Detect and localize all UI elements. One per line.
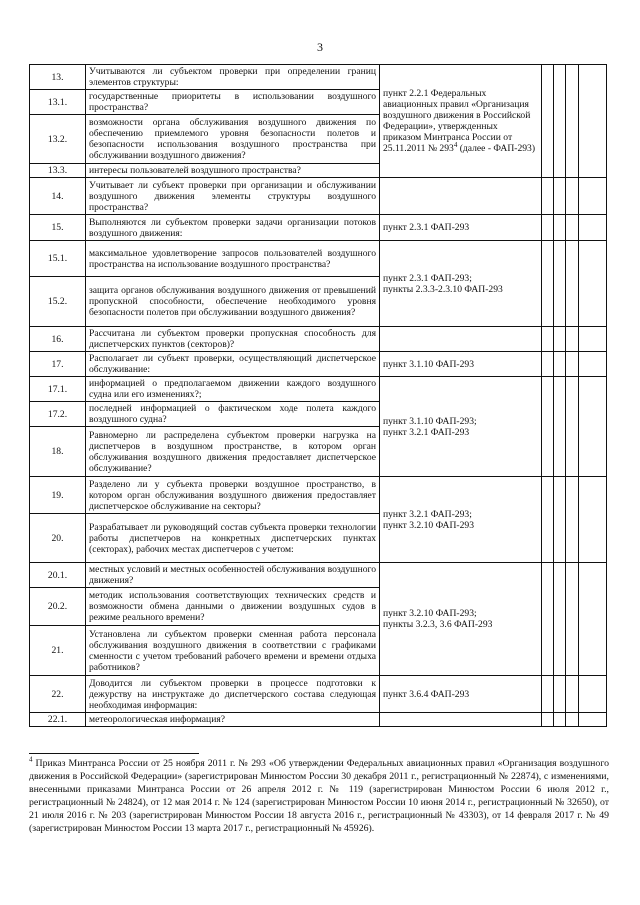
note-cell[interactable] xyxy=(579,241,607,327)
checklist-table xyxy=(29,64,607,727)
question-text: Установлена ли субъектом проверки сменная работа персонала обслуживания воздушного движения в соответствии с графиками сменности с учетом требований рабочего времени и времени отдыха работников? xyxy=(86,626,380,676)
footnote-divider xyxy=(29,753,199,754)
row-number: 20. xyxy=(30,514,86,563)
answer-na-cell[interactable] xyxy=(566,563,579,676)
table-row xyxy=(30,65,607,90)
question-text: Учитывает ли субъект проверки при организации и обслуживании воздушного движения элементы структуры воздушного пространства? xyxy=(86,178,380,215)
row-number: 18. xyxy=(30,427,86,477)
row-number: 15.1. xyxy=(30,241,86,277)
answer-no-cell[interactable] xyxy=(554,65,566,178)
question-text: Разрабатывает ли руководящий состав субъекта проверки технологии работы диспетчеров на конкретных диспетчерских пунктах (секторах), рабочих местах диспетчеров с учетом: xyxy=(86,514,380,563)
row-number: 22. xyxy=(30,676,86,713)
answer-yes-cell[interactable] xyxy=(542,676,554,713)
question-text: максимальное удовлетворение запросов пользователей воздушного пространства на использование воздушного пространства? xyxy=(86,241,380,277)
question-text: последней информацией о фактическом ходе полета каждого воздушного судна? xyxy=(86,402,380,427)
question-text: метеорологическая информация? xyxy=(86,713,380,727)
answer-yes-cell[interactable] xyxy=(542,65,554,178)
table-row xyxy=(30,178,607,215)
question-text: Располагает ли субъект проверки, осуществляющий диспетчерское обслуживание: xyxy=(86,352,380,377)
table-row xyxy=(30,241,607,277)
row-number: 15. xyxy=(30,215,86,241)
answer-yes-cell[interactable] xyxy=(542,215,554,241)
note-cell[interactable] xyxy=(579,178,607,215)
table-row xyxy=(30,713,607,727)
answer-na-cell[interactable] xyxy=(566,178,579,215)
requirement-reference: пункт 2.3.1 ФАП-293 xyxy=(380,215,542,241)
requirement-reference: пункт 3.6.4 ФАП-293 xyxy=(380,676,542,713)
table-row xyxy=(30,477,607,514)
answer-no-cell[interactable] xyxy=(554,477,566,563)
table-row xyxy=(30,676,607,713)
requirement-reference: пункт 3.2.1 ФАП-293; пункт 3.2.10 ФАП-293 xyxy=(380,477,542,563)
table-row xyxy=(30,377,607,402)
note-cell[interactable] xyxy=(579,352,607,377)
question-text: Выполняются ли субъектом проверки задачи организации потоков воздушного движения: xyxy=(86,215,380,241)
note-cell[interactable] xyxy=(579,215,607,241)
answer-no-cell[interactable] xyxy=(554,352,566,377)
question-text: Рассчитана ли субъектом проверки пропускная способность для диспетчерских пунктов (секторов)? xyxy=(86,327,380,352)
answer-yes-cell[interactable] xyxy=(542,477,554,563)
answer-no-cell[interactable] xyxy=(554,377,566,477)
row-number: 13.2. xyxy=(30,115,86,164)
question-text: информацией о предполагаемом движении каждого воздушного судна или его изменениях?; xyxy=(86,377,380,402)
row-number: 22.1. xyxy=(30,713,86,727)
answer-yes-cell[interactable] xyxy=(542,241,554,327)
question-text: государственные приоритеты в использовании воздушного пространства? xyxy=(86,90,380,115)
requirement-reference xyxy=(380,327,542,352)
row-number: 16. xyxy=(30,327,86,352)
row-number: 13.3. xyxy=(30,164,86,178)
question-text: методик использования соответствующих технических средств и возможности обмена данными о движении воздушных судов в режиме реального времени? xyxy=(86,588,380,626)
answer-yes-cell[interactable] xyxy=(542,377,554,477)
note-cell[interactable] xyxy=(579,65,607,178)
row-number: 20.2. xyxy=(30,588,86,626)
answer-no-cell[interactable] xyxy=(554,215,566,241)
answer-no-cell[interactable] xyxy=(554,563,566,676)
row-number: 17. xyxy=(30,352,86,377)
answer-yes-cell[interactable] xyxy=(542,327,554,352)
answer-na-cell[interactable] xyxy=(566,215,579,241)
answer-no-cell[interactable] xyxy=(554,178,566,215)
answer-na-cell[interactable] xyxy=(566,713,579,727)
footnote-text: Приказ Минтранса России от 25 ноября 2011 г. № 293 «Об утверждении Федеральных авиационных правил «Организация воздушного движения в Российской Федерации» (зарегистрирован Минюстом России 30 декабря 2011 г., регистрационный № 22874), с изменениями, внесенными приказами Минтранса России от 26 апреля 2012 г. № 119 (зарегистрирован Минюстом России 6 июля 2012 г., регистрационный № 24824), от 12 мая 2014 г. № 124 (зарегистрирован Минюстом России 10 июня 2014 г., регистрационный № 32650), от 21 июля 2016 г. № 203 (зарегистрирован Минюстом России 18 августа 2016 г., регистрационный № 43303), от 14 февраля 2017 г. № 49 (зарегистрирован Минюстом России 13 марта 2017 г., регистрационный № 45926). xyxy=(29,758,609,834)
note-cell[interactable] xyxy=(579,676,607,713)
table-row xyxy=(30,215,607,241)
row-number: 19. xyxy=(30,477,86,514)
answer-no-cell[interactable] xyxy=(554,676,566,713)
footnote-number: 4 xyxy=(29,755,33,764)
answer-na-cell[interactable] xyxy=(566,327,579,352)
table-row xyxy=(30,327,607,352)
note-cell[interactable] xyxy=(579,327,607,352)
note-cell[interactable] xyxy=(579,713,607,727)
requirement-reference: пункт 3.2.10 ФАП-293; пункты 3.2.3, 3.6 ФАП-293 xyxy=(380,563,542,676)
question-text: Равномерно ли распределена субъектом проверки нагрузка на диспетчеров в воздушном пространстве, в котором орган обслуживания воздушного движения предоставляет диспетчерское обслуживание? xyxy=(86,427,380,477)
requirement-reference: пункт 3.1.10 ФАП-293; пункт 3.2.1 ФАП-293 xyxy=(380,377,542,477)
answer-na-cell[interactable] xyxy=(566,241,579,327)
question-text: Учитываются ли субъектом проверки при определении границ элементов структуры: xyxy=(86,65,380,90)
note-cell[interactable] xyxy=(579,377,607,477)
answer-yes-cell[interactable] xyxy=(542,352,554,377)
question-text: местных условий и местных особенностей обслуживания воздушного движения? xyxy=(86,563,380,588)
answer-yes-cell[interactable] xyxy=(542,563,554,676)
page-number: 3 xyxy=(317,40,323,54)
requirement-reference xyxy=(380,178,542,215)
answer-na-cell[interactable] xyxy=(566,65,579,178)
row-number: 21. xyxy=(30,626,86,676)
requirement-reference: пункт 3.1.10 ФАП-293 xyxy=(380,352,542,377)
answer-no-cell[interactable] xyxy=(554,327,566,352)
note-cell[interactable] xyxy=(579,477,607,563)
row-number: 17.1. xyxy=(30,377,86,402)
answer-na-cell[interactable] xyxy=(566,676,579,713)
answer-no-cell[interactable] xyxy=(554,241,566,327)
footnote-mark: 4 xyxy=(453,140,458,149)
table-row xyxy=(30,352,607,377)
question-text: защита органов обслуживания воздушного движения от превышений пропускной способности, обеспечение необходимого уровня безопасности полетов при обслуживании воздушного движения? xyxy=(86,277,380,327)
answer-na-cell[interactable] xyxy=(566,352,579,377)
answer-yes-cell[interactable] xyxy=(542,713,554,727)
answer-na-cell[interactable] xyxy=(566,477,579,563)
answer-no-cell[interactable] xyxy=(554,713,566,727)
row-number: 20.1. xyxy=(30,563,86,588)
answer-yes-cell[interactable] xyxy=(542,178,554,215)
note-cell[interactable] xyxy=(579,563,607,676)
question-text: возможности органа обслуживания воздушного движения по обеспечению приемлемого уровня безопасности полетов и безопасности использования воздушного пространства при обслуживании воздушного движения? xyxy=(86,115,380,164)
row-number: 13.1. xyxy=(30,90,86,115)
answer-na-cell[interactable] xyxy=(566,377,579,477)
row-number: 17.2. xyxy=(30,402,86,427)
row-number: 15.2. xyxy=(30,277,86,327)
question-text: Разделено ли у субъекта проверки воздушное пространство, в котором орган обслуживания воздушного движения предоставляет диспетчерское обслуживание на секторы? xyxy=(86,477,380,514)
table-row xyxy=(30,563,607,588)
requirement-reference xyxy=(380,713,542,727)
footnote xyxy=(29,757,609,835)
requirement-reference: пункт 2.2.1 Федеральных авиационных правил «Организация воздушного движения в Российской Федерации», утвержденных приказом Минтранса России от 25.11.2011 № $293^4$ (далее - ФАП-293) xyxy=(380,65,542,178)
row-number: 14. xyxy=(30,178,86,215)
requirement-reference: пункт 2.3.1 ФАП-293; пункты 2.3.3-2.3.10 ФАП-293 xyxy=(380,241,542,327)
question-text: интересы пользователей воздушного пространства? xyxy=(86,164,380,178)
question-text: Доводится ли субъектом проверки в процессе подготовки к дежурству на инструктаже до диспетчерского состава следующая необходимая информация: xyxy=(86,676,380,713)
row-number: 13. xyxy=(30,65,86,90)
